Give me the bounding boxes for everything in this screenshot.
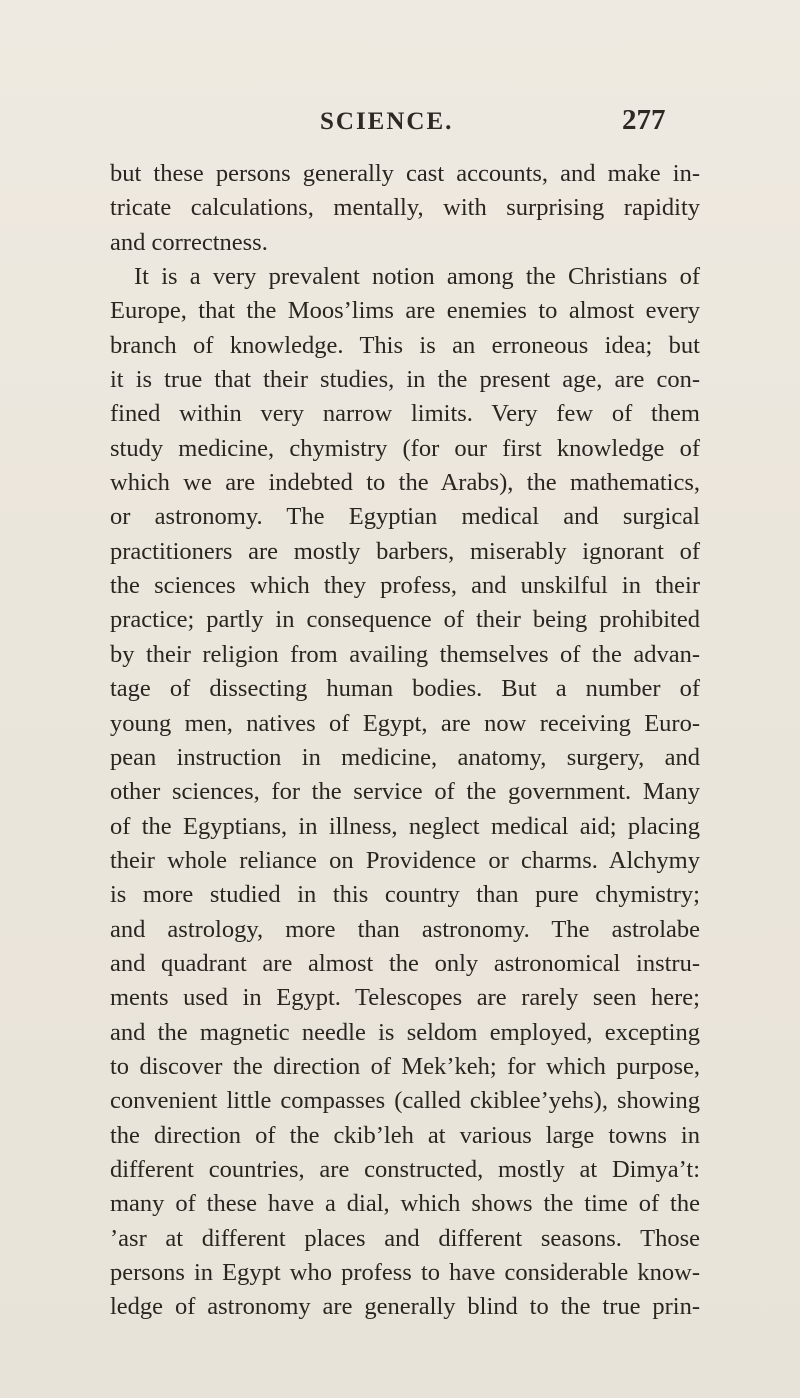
text-line: and the magnetic needle is seldom employed, excepting: [110, 1018, 700, 1046]
text-line: of the Egyptians, in illness, neglect medical aid; placing: [110, 812, 700, 840]
text-line: ments used in Egypt. Telescopes are rarely seen here;: [110, 984, 700, 1012]
text-line: ledge of astronomy are generally blind to the true prin-: [110, 1293, 700, 1321]
text-line: the sciences which they profess, and unskilful in their: [110, 572, 700, 600]
text-line: different countries, are constructed, mostly at Dimya’t:: [110, 1155, 700, 1183]
text-line: but these persons generally cast accounts, and make in-: [110, 160, 700, 187]
text-line: tage of dissecting human bodies. But a number of: [110, 675, 700, 703]
text-line: pean instruction in medicine, anatomy, surgery, and: [110, 743, 700, 771]
text-line: practitioners are mostly barbers, miserably ignorant of: [110, 537, 700, 565]
text-line: many of these have a dial, which shows the time of the: [110, 1190, 700, 1218]
text-line: tricate calculations, mentally, with surprising rapidity: [110, 194, 700, 222]
text-line: which we are indebted to the Arabs), the mathematics,: [110, 469, 700, 497]
text-line: branch of knowledge. This is an erroneous idea; but: [110, 331, 700, 359]
text-line: fined within very narrow limits. Very few of them: [110, 400, 700, 428]
text-line: study medicine, chymistry (for our first knowledge of: [110, 434, 700, 462]
text-line: persons in Egypt who profess to have considerable know-: [110, 1259, 700, 1286]
text-line: ’asr at different places and different seasons. Those: [110, 1224, 700, 1252]
text-line: practice; partly in consequence of their being prohibited: [110, 606, 700, 634]
text-line: it is true that their studies, in the present age, are con-: [110, 366, 700, 394]
body-text: [110, 157, 700, 1325]
text-line: other sciences, for the service of the government. Many: [110, 778, 700, 806]
running-head: [0, 104, 800, 148]
running-title: SCIENCE.: [320, 108, 454, 135]
text-line: It is a very prevalent notion among the Christians of: [134, 263, 700, 291]
text-line: and correctness.: [110, 228, 268, 256]
text-line: their whole reliance on Providence or charms. Alchymy: [110, 846, 700, 874]
text-line: Europe, that the Moos’lims are enemies to almost every: [110, 297, 700, 325]
text-line: by their religion from availing themselves of the advan-: [110, 640, 700, 668]
text-line: or astronomy. The Egyptian medical and surgical: [110, 503, 700, 531]
text-line: the direction of the ckib’leh at various large towns in: [110, 1121, 700, 1149]
text-line: to discover the direction of Mek’keh; for which purpose,: [110, 1052, 700, 1080]
text-line: convenient little compasses (called ckiblee’yehs), showing: [110, 1087, 700, 1115]
text-line: and astrology, more than astronomy. The astrolabe: [110, 915, 700, 943]
page-number: 277: [622, 104, 666, 136]
text-line: young men, natives of Egypt, are now receiving Euro-: [110, 709, 700, 737]
text-line: is more studied in this country than pure chymistry;: [110, 881, 700, 909]
text-line: and quadrant are almost the only astronomical instru-: [110, 949, 700, 977]
